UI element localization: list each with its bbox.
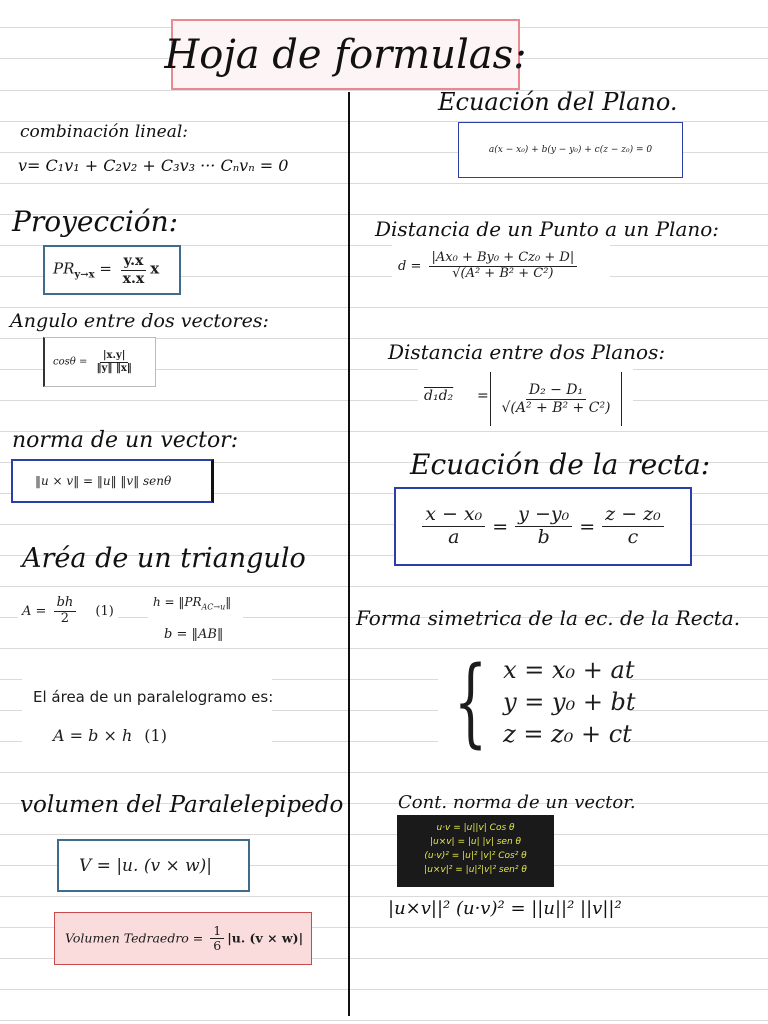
- norma-heading: norma de un vector:: [12, 428, 239, 453]
- board-line-1: u·v = |u||v| Cos θ: [436, 823, 515, 833]
- area-b-formula: b = ‖AB‖: [164, 627, 224, 642]
- simetrica-system: [440, 646, 636, 758]
- paralelogramo-text: El área de un paralelogramo es:: [33, 688, 274, 706]
- simetrica-line-z: z = z₀ + ct: [503, 720, 632, 748]
- combinacion-formula: v= C₁v₁ + C₂v₂ + C₃v₃ ··· Cₙvₙ = 0: [18, 156, 289, 175]
- tetraedro-formula-box: [54, 912, 312, 965]
- dist-planos-abs: [490, 372, 622, 426]
- board-line-2: |u×v| = |u| |v| sen θ: [429, 837, 522, 847]
- dist-punto-heading: Distancia de un Punto a un Plano:: [375, 217, 720, 241]
- cont-norma-formula: |u×v||² (u·v)² = ||u||² ||v||²: [388, 898, 622, 919]
- cont-norma-heading: Cont. norma de un vector.: [398, 792, 636, 813]
- angulo-formula: cosθ = $\frac{|x.y|}{‖y‖ ‖x‖}$: [53, 350, 132, 374]
- proyeccion-heading: Proyección:: [12, 205, 179, 238]
- norma-formula: ‖u × v‖ = ‖u‖ ‖v‖ senθ: [35, 474, 172, 488]
- proyeccion-formula-box: [43, 245, 181, 295]
- area-triangulo-heading: Aréa de un triangulo: [22, 543, 306, 574]
- angulo-heading: Angulo entre dos vectores:: [10, 310, 269, 332]
- recta-formula-box: [394, 487, 692, 566]
- proyeccion-formula: $PR_{y\to x}$ = $\frac{y.x}{x.x}$ x: [53, 253, 160, 287]
- title-box: [164, 19, 527, 90]
- recta-heading: Ecuación de la recta:: [410, 448, 711, 481]
- dist-planos-heading: Distancia entre dos Planos:: [388, 340, 666, 364]
- dist-planos-eq: =: [477, 388, 489, 404]
- paralelogramo-formula: A = b × h (1): [53, 726, 167, 745]
- tetraedro-formula: Volumen Tedraedro = $\frac{1}{6}$ |u. (v × w)|: [65, 922, 304, 953]
- simetrica-line-y: y = y₀ + bt: [503, 688, 636, 716]
- plano-formula: a(x − x₀) + b(y − y₀) + c(z − z₀) = 0: [488, 145, 653, 155]
- area-h-formula: $h = ‖PR_{AC\to u}‖$: [153, 595, 232, 612]
- plano-formula-box: [458, 122, 683, 178]
- volumen-heading: volumen del Paralelepipedo: [20, 792, 344, 818]
- angulo-formula-box: [43, 337, 156, 387]
- volumen-formula-box: [57, 839, 250, 892]
- volumen-formula: V = |u. (v × w)|: [79, 855, 213, 876]
- page-title: Hoja de formulas:: [164, 31, 527, 78]
- board-line-4: |u×v|² = |u|²|v|² sen² θ: [424, 865, 527, 875]
- area-triangulo-formula: A = $\frac{bh}{2}$ (1): [22, 595, 114, 626]
- simetrica-heading: Forma simetrica de la ec. de la Recta.: [356, 606, 741, 630]
- column-divider: [348, 92, 350, 1016]
- blackboard-image: [397, 815, 554, 887]
- board-line-3: (u·v)² = |u|² |v|² Cos² θ: [424, 851, 527, 861]
- dist-punto-formula: d = $\frac{\text{|Ax₀ + By₀ + Cz₀ + D|}}{\text{√(A² + B² + C²)}}$: [398, 251, 580, 282]
- recta-formula: $\frac{\text{x − x₀}}{a}$ = $\frac{\text{y −y₀}}{b}$ = $\frac{\text{z − z₀}}{c}$: [419, 504, 667, 549]
- norma-formula-box: [11, 459, 214, 503]
- simetrica-line-x: x = x₀ + at: [503, 656, 635, 684]
- combinacion-heading: combinación lineal:: [20, 122, 189, 142]
- plano-heading: Ecuación del Plano.: [438, 88, 678, 116]
- dist-planos-lhs: d₁d₂: [424, 388, 454, 404]
- brace-glyph: {: [453, 646, 488, 758]
- dist-planos-formula: $\frac{\text{D₂ − D₁}}{\text{√(A² + B² + C²)}}$: [501, 382, 611, 416]
